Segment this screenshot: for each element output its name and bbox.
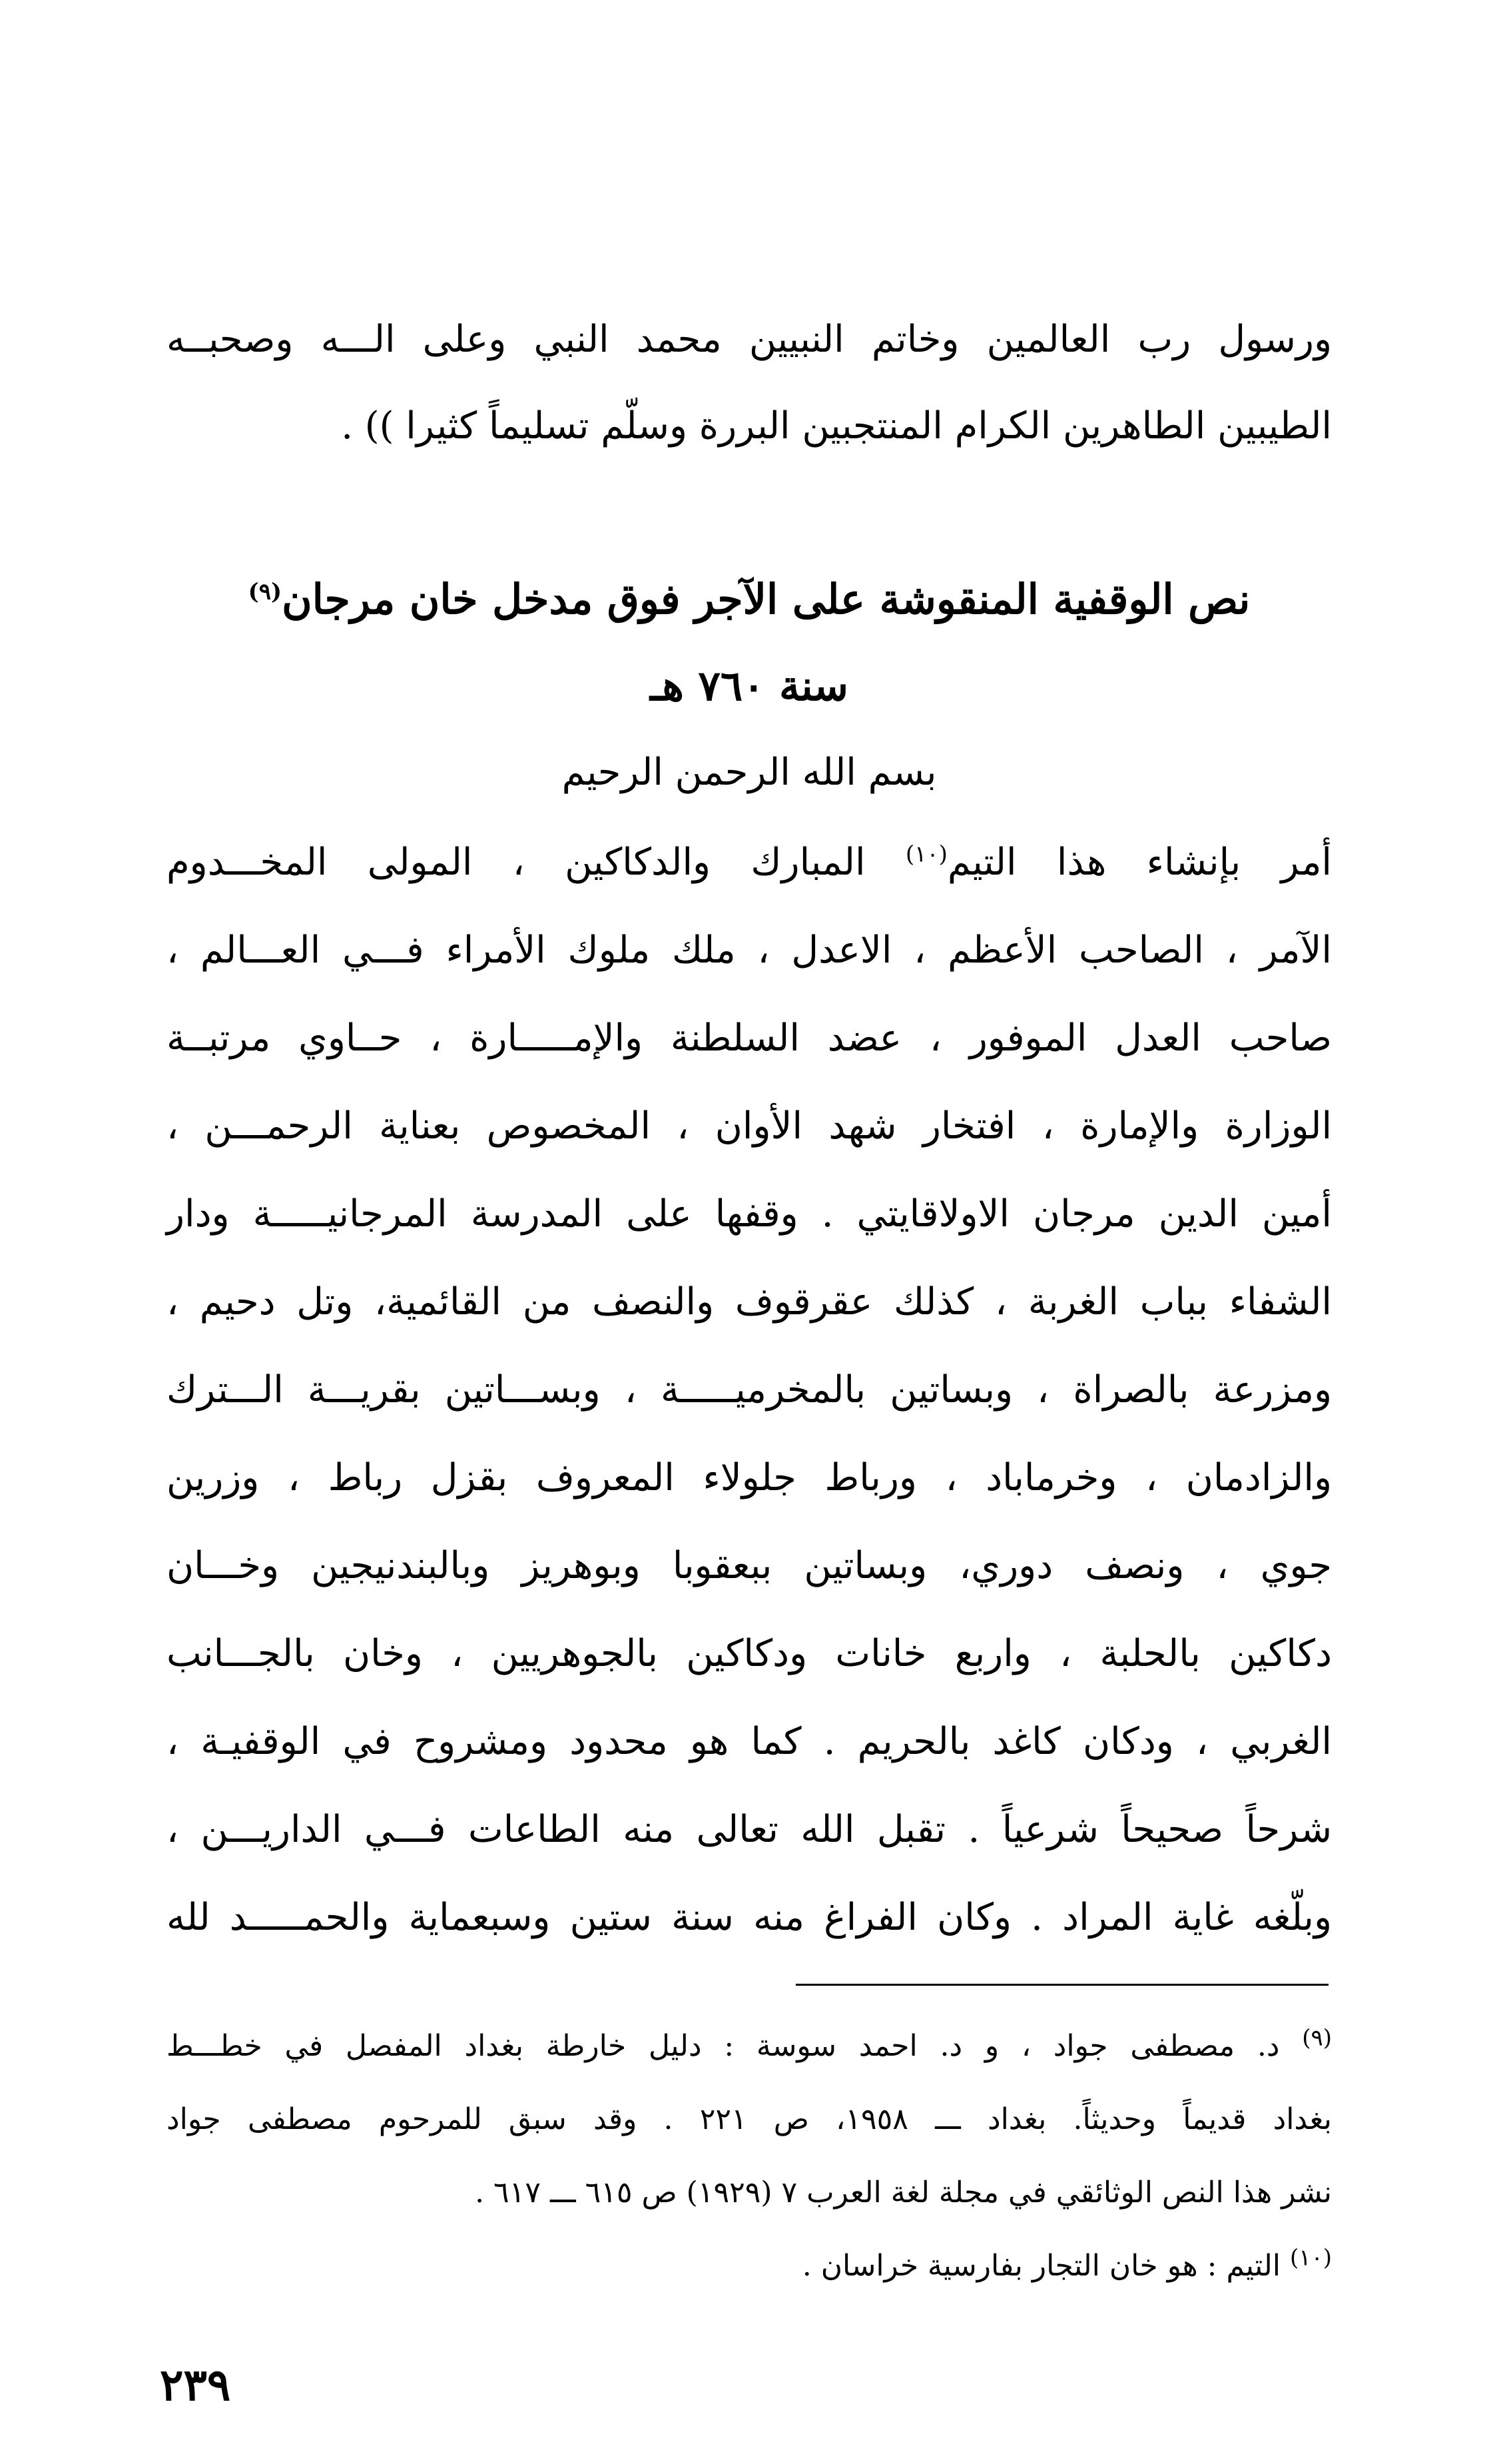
body-line-1-end: المبارك والدكاكين ، المولى المخـــدوم [166,841,906,884]
body-line: والزادمان ، وخرماباد ، ورباط جلولاء المعروف بقزل رباط ، وزرين [166,1456,1332,1499]
footnote-9-line-1 [166,2025,1332,2068]
footnote-9-marker: (٩) [1302,2024,1332,2052]
body-line: وبلّغه غاية المراد . وكان الفراغ منه سنة ستين وسبعماية والحمـــــد لله [166,1896,1332,1939]
body-line: الشفاء بباب الغربة ، كذلك عقرقوف والنصف من القائمية، وتل دحيم ، [166,1280,1332,1324]
footnote-9-line-2: بغداد قديماً وحديثاً. بغداد ـــ ١٩٥٨، ص ٢٢١ . وقد سبق للمرحوم مصطفى جواد [166,2102,1332,2136]
body-line-1-start: أمر بإنشاء هذا التيم [947,841,1332,884]
intro-line-1: ورسول رب العالمين وخاتم النبيين محمد النبي وعلى الـــه وصحبــه [166,318,1332,361]
heading-title: نص الوقفية المنقوشة على الآجر فوق مدخل خان مرجان [282,575,1251,623]
heading-year: سنة ٧٦٠ هـ [650,661,848,710]
body-line: جوي ، ونصف دوري، وبساتين ببعقوبا وبوهريز وبالبندنيجين وخـــان [166,1544,1332,1587]
footnote-10-text: التيم : هو خان التجار بفارسية خراسان . [802,2249,1290,2283]
body-line: أمين الدين مرجان الاولاقايتي . وقفها على المدرسة المرجانيـــــة ودار [166,1192,1332,1236]
footnote-9-text-1: د. مصطفى جواد ، و د. احمد سوسة : دليل خارطة بغداد المفصل في خطـــط [166,2029,1303,2063]
footnote-ref-10: (١٠) [905,841,948,868]
body-line: الآمر ، الصاحب الأعظم ، الاعدل ، ملك ملوك الأمراء فـــي العـــالم ، [166,929,1332,972]
basmala: بسم الله الرحمن الرحيم [561,751,937,794]
body-line: دكاكين بالحلبة ، واربع خانات ودكاكين بالجوهريين ، وخان بالجـــانب [166,1632,1333,1675]
body-line-1 [166,836,1332,889]
body-line: شرحاً صحيحاً شرعياً . تقبل الله تعالى منه الطاعات فـــي الداريـــن ، [166,1808,1332,1851]
body-line: صاحب العدل الموفور ، عضد السلطنة والإمـــــارة ، حــاوي مرتبــة [166,1017,1332,1060]
body-line: الوزارة والإمارة ، افتخار شهد الأوان ، المخصوص بعناية الرحمـــن ، [166,1104,1332,1148]
heading-footnote-ref: (٩) [248,578,282,606]
body-line: الغربي ، ودكان كاغد بالحريم . كما هو محدود ومشروح في الوقفيـة ، [166,1720,1332,1763]
intro-line-2: الطيبين الطاهرين الكرام المنتجبين البررة وسلّم تسليماً كثيرا )) . [341,404,1332,448]
footnote-10-line-1 [166,2245,1332,2287]
footnote-10-marker: (١٠) [1289,2244,1332,2271]
page-number: ٢٣٩ [160,2359,231,2411]
body-line: ومزرعة بالصراة ، وبساتين بالمخرميـــــة ، وبســـاتين بقريـــة الـــترك [166,1368,1332,1412]
section-heading [166,570,1332,629]
footnote-9-line-3: نشر هذا النص الوثائقي في مجلة لغة العرب ٧ (١٩٢٩) ص ٦١٥ ـــ ٦١٧ . [475,2176,1332,2210]
footnote-separator [796,1984,1329,1986]
